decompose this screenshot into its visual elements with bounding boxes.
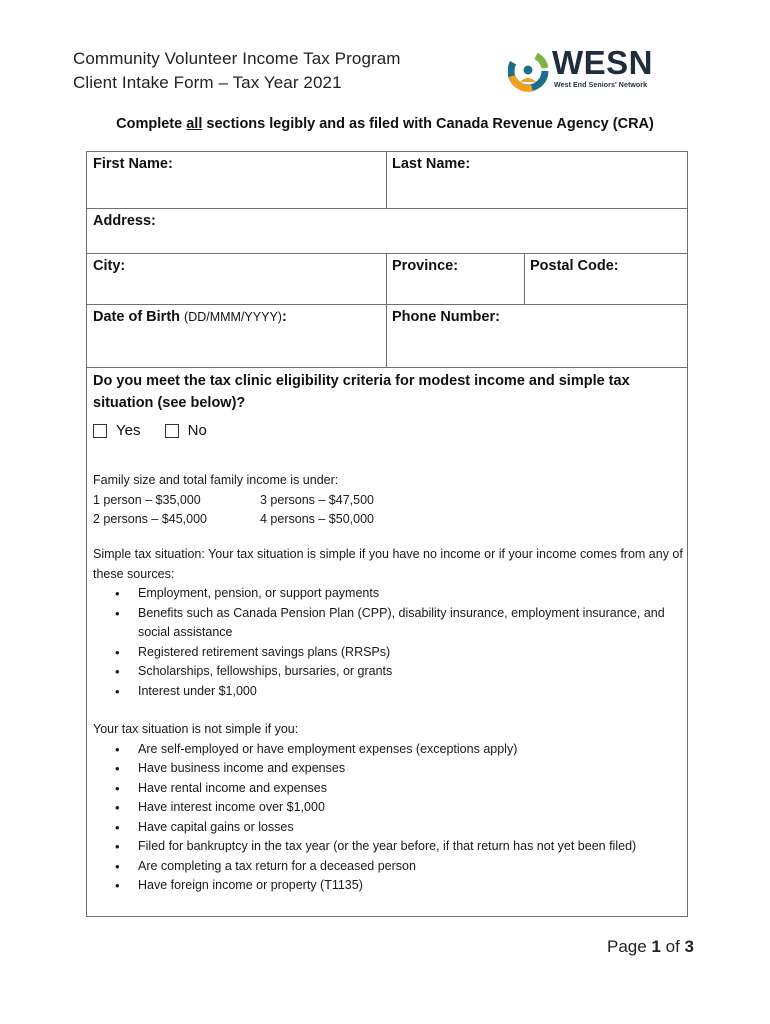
list-item: • Scholarships, fellowships, bursaries, or grants xyxy=(93,662,683,682)
list-item: • Are self-employed or have employment expenses (exceptions apply) xyxy=(93,740,683,760)
list-item: • Benefits such as Canada Pension Plan (CPP), disability insurance, employment insurance, and social assistance xyxy=(93,604,683,643)
not-simple-tax-criteria xyxy=(93,720,683,896)
list-item: • Filed for bankruptcy in the tax year (or the year before, if that return has not yet been filed) xyxy=(93,837,683,857)
list-item: • Have foreign income or property (T1135) xyxy=(93,876,683,896)
intake-form xyxy=(86,151,688,917)
row-divider xyxy=(87,367,687,368)
phone-number-field[interactable]: Phone Number: xyxy=(392,309,500,325)
date-of-birth-field[interactable] xyxy=(93,309,287,325)
page-of: of xyxy=(660,937,685,956)
list-item: • Registered retirement savings plans (RRSPs) xyxy=(93,643,683,663)
eligibility-no-option[interactable] xyxy=(165,422,207,439)
instructions-before: Complete xyxy=(116,116,187,132)
income-entry: 1 person – $35,000 xyxy=(93,492,201,507)
row-divider xyxy=(87,253,687,254)
dob-format-hint: (DD/MMM/YYYY) xyxy=(184,310,282,324)
income-entry: 2 persons – $45,000 xyxy=(93,512,207,526)
row-divider xyxy=(87,304,687,305)
eligibility-options xyxy=(93,422,227,442)
income-entry: 3 persons – $47,500 xyxy=(260,492,374,507)
list-item: • Interest under $1,000 xyxy=(93,682,683,702)
column-divider xyxy=(386,152,387,208)
logo-wordmark: WESN xyxy=(552,44,653,81)
page-prefix: Page xyxy=(607,937,652,956)
simple-tax-criteria xyxy=(93,545,683,701)
document-header xyxy=(73,47,401,95)
eligibility-question: Do you meet the tax clinic eligibility criteria for modest income and simple tax situation (see below)? xyxy=(93,373,630,411)
not-simple-list xyxy=(93,740,683,896)
income-criteria xyxy=(93,471,420,530)
dob-colon: : xyxy=(281,309,287,325)
list-item: • Have business income and expenses xyxy=(93,759,683,779)
wesn-logo-mark-icon xyxy=(508,50,552,96)
last-name-field[interactable]: Last Name: xyxy=(392,156,471,172)
program-title: Community Volunteer Income Tax Program xyxy=(73,49,401,68)
logo-tagline: West End Seniors' Network xyxy=(554,82,648,89)
instructions xyxy=(0,116,770,132)
column-divider xyxy=(386,253,387,367)
page-current: 1 xyxy=(651,937,661,956)
column-divider xyxy=(524,253,525,304)
list-item: • Employment, pension, or support payments xyxy=(93,584,683,604)
yes-checkbox[interactable] xyxy=(93,424,107,438)
wesn-logo xyxy=(508,44,668,96)
postal-code-field[interactable]: Postal Code: xyxy=(530,258,619,274)
instructions-emphasis: all xyxy=(186,116,203,132)
list-item: • Have rental income and expenses xyxy=(93,779,683,799)
form-title: Client Intake Form – Tax Year 2021 xyxy=(73,73,342,92)
no-checkbox[interactable] xyxy=(165,424,179,438)
no-label: No xyxy=(187,422,207,439)
page-total: 3 xyxy=(684,937,694,956)
income-intro: Family size and total family income is under: xyxy=(93,473,339,487)
instructions-after: sections legibly and as filed with Canada Revenue Agency (CRA) xyxy=(202,116,654,132)
eligibility-yes-option[interactable] xyxy=(93,422,140,439)
income-entry: 4 persons – $50,000 xyxy=(260,512,374,526)
first-name-field[interactable]: First Name: xyxy=(93,156,173,172)
simple-intro: Simple tax situation: Your tax situation is simple if you have no income or if your income comes from any of these sources: xyxy=(93,547,683,581)
list-item: • Have interest income over $1,000 xyxy=(93,798,683,818)
dob-label: Date of Birth xyxy=(93,309,180,325)
address-field[interactable]: Address: xyxy=(93,213,156,229)
row-divider xyxy=(87,208,687,209)
list-item: • Are completing a tax return for a deceased person xyxy=(93,857,683,877)
simple-list xyxy=(93,584,683,701)
yes-label: Yes xyxy=(116,422,141,439)
page-number xyxy=(607,937,694,957)
income-table xyxy=(93,491,420,530)
province-field[interactable]: Province: xyxy=(392,258,459,274)
not-simple-intro: Your tax situation is not simple if you: xyxy=(93,722,299,736)
list-item: • Have capital gains or losses xyxy=(93,818,683,838)
city-field[interactable]: City: xyxy=(93,258,126,274)
